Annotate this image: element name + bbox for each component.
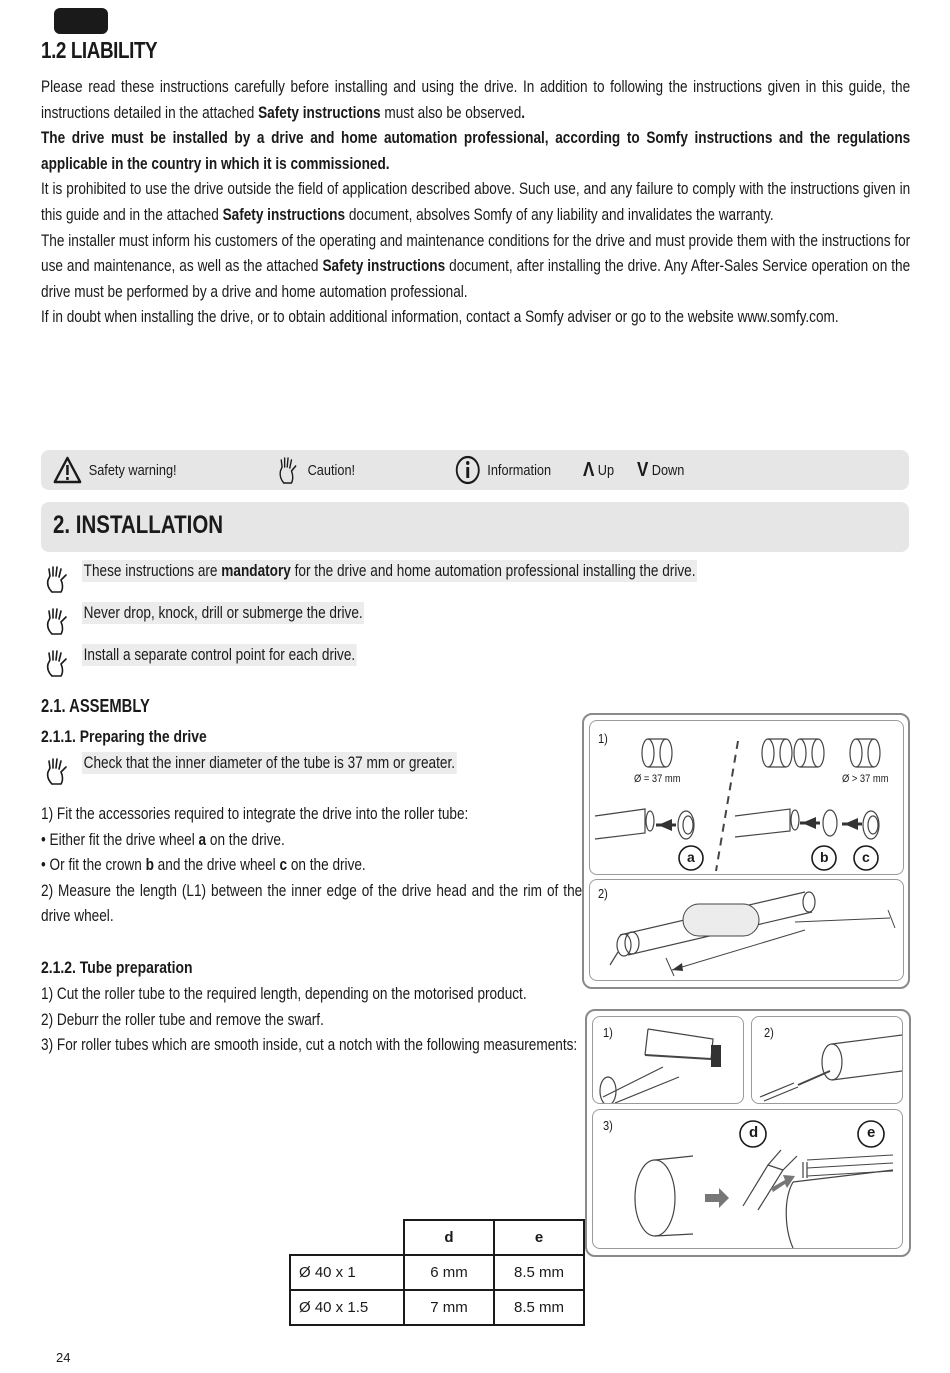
table-cell-tube: Ø 40 x 1 [290,1255,404,1290]
table-cell-tube: Ø 40 x 1.5 [290,1290,404,1325]
legend-information [455,450,551,490]
tube-step-1: 1) Cut the roller tube to the required length, depending on the motorised product. [41,984,527,1003]
figure-2-step2: 2) [764,1025,774,1040]
page-number: 24 [56,1350,71,1365]
table-cell-e: 8.5 mm [494,1255,584,1290]
figure-2-panel-deburr [751,1016,903,1104]
diameter-greater-label: Ø > 37 mm [842,773,889,785]
table-row [290,1290,584,1325]
preparing-drive-steps [41,801,582,929]
liability-paragraph-1: Please read these instructions carefully before installing and using the drive. In addition to following the instructions given in this guide, the instructions detailed in the attached Safety instructions must also be observed. [41,77,911,122]
liability-body [41,74,910,330]
table-row [290,1255,584,1290]
note-control-point-text: Install a separate control point for each drive. [83,645,356,664]
note-control-point [44,644,417,678]
note-mandatory-text: These instructions are mandatory for the drive and home automation professional installing the drive. [83,561,696,580]
up-symbol: Λ [583,458,595,481]
table-cell-e: 8.5 mm [494,1290,584,1325]
figure-1-step1: 1) [598,731,608,746]
prep-step-2: 2) Measure the length (L1) between the inner edge of the drive head and the rim of the drive wheel. [41,880,583,926]
information-icon [455,455,481,485]
table-header-row [290,1220,584,1255]
drive-length-drawing [590,880,903,980]
callout-e: e [867,1124,876,1141]
table-cell-d: 6 mm [404,1255,494,1290]
figure-2-panel-cut [592,1016,744,1104]
prep-step-1a: • Either fit the drive wheel a on the drive. [41,829,285,849]
figure-2-panel-notch [592,1109,903,1249]
caution-hand-icon [44,756,72,786]
table-cell-d: 7 mm [404,1290,494,1325]
table-header-e: e [494,1220,584,1255]
warning-triangle-icon [53,456,82,484]
liability-title: 1.2 LIABILITY [41,37,158,63]
liability-paragraph-3: It is prohibited to use the drive outside the field of application described above. Such use, and any failure to comply with the instructions given in this guide and in the attached Safety instructions document, absolves Somfy of any liability and invalidates the warranty. [41,179,911,224]
hacksaw-drawing [593,1017,743,1103]
note-mandatory [44,560,832,594]
callout-a: a [687,849,695,865]
note-handling [44,602,426,636]
notch-dimensions-table [289,1219,585,1326]
prep-step-1b: • Or fit the crown b and the drive wheel c on the drive. [41,855,366,875]
liability-paragraph-4: The installer must inform his customers of the operating and maintenance conditions for the drive and must provide them with the instructions for use and maintenance, as well as the attached Safety instructions document, after installing the drive. Any After-Sales Service operation on the drive must be performed by a drive and home automation professional. [41,230,911,301]
installation-heading-bar [41,502,909,552]
legend-safety-label: Safety warning! [88,461,177,479]
figure-drive-preparation [582,713,910,989]
liability-paragraph-5: If in doubt when installing the drive, or to obtain additional information, contact a Somfy adviser or go to the website www.somfy.com. [41,307,839,327]
prep-step-1: 1) Fit the accessories required to integrate the drive into the roller tube: [41,804,469,823]
section-tab-marker [54,8,108,34]
down-symbol: V [637,458,649,481]
legend-information-label: Information [487,461,552,479]
tube-preparation-title: 2.1.2. Tube preparation [41,958,193,977]
legend-down-label: Down [651,461,685,479]
legend-caution-label: Caution! [307,461,356,479]
callout-c: c [862,849,870,865]
tube-preparation-steps [41,981,582,1058]
preparing-drive-title: 2.1.1. Preparing the drive [41,727,207,746]
legend-safety [53,450,177,490]
figure-2-step1: 1) [603,1025,613,1040]
figure-1-panel-measure [589,879,904,981]
caution-hand-icon [44,564,72,594]
caution-hand-icon [44,606,72,636]
legend-down [637,450,684,490]
figure-1-panel-accessories [589,720,904,875]
note-handling-text: Never drop, knock, drill or submerge the drive. [83,603,363,622]
tube-step-2: 2) Deburr the roller tube and remove the swarf. [41,1009,324,1029]
drive-accessories-drawing [590,721,903,874]
note-tube-diameter-text: Check that the inner diameter of the tube is 37 mm or greater. [83,753,456,772]
assembly-title: 2.1. ASSEMBLY [41,696,150,716]
callout-d: d [749,1124,759,1141]
notch-drawing [593,1110,902,1248]
figure-1-step2: 2) [598,886,608,901]
figure-2-step3: 3) [603,1118,613,1133]
legend-caution [277,450,355,490]
caution-hand-icon [277,455,301,485]
symbol-legend [41,450,909,490]
caution-hand-icon [44,648,72,678]
note-tube-diameter [44,752,539,786]
diameter-equal-label: Ø = 37 mm [634,773,681,785]
liability-paragraph-2: The drive must be installed by a drive and home automation professional, according to Somfy instructions and the regulations applicable in the country in which it is commissioned. [41,128,911,173]
deburring-drawing [752,1017,902,1103]
table-header-d: d [404,1220,494,1255]
installation-title: 2. INSTALLATION [53,511,224,539]
table-header-empty [290,1220,404,1255]
legend-up [583,450,614,490]
figure-tube-preparation [585,1009,911,1257]
legend-up-label: Up [597,461,615,479]
tube-step-3: 3) For roller tubes which are smooth inside, cut a notch with the following measurements: [41,1035,578,1055]
callout-b: b [820,849,829,865]
